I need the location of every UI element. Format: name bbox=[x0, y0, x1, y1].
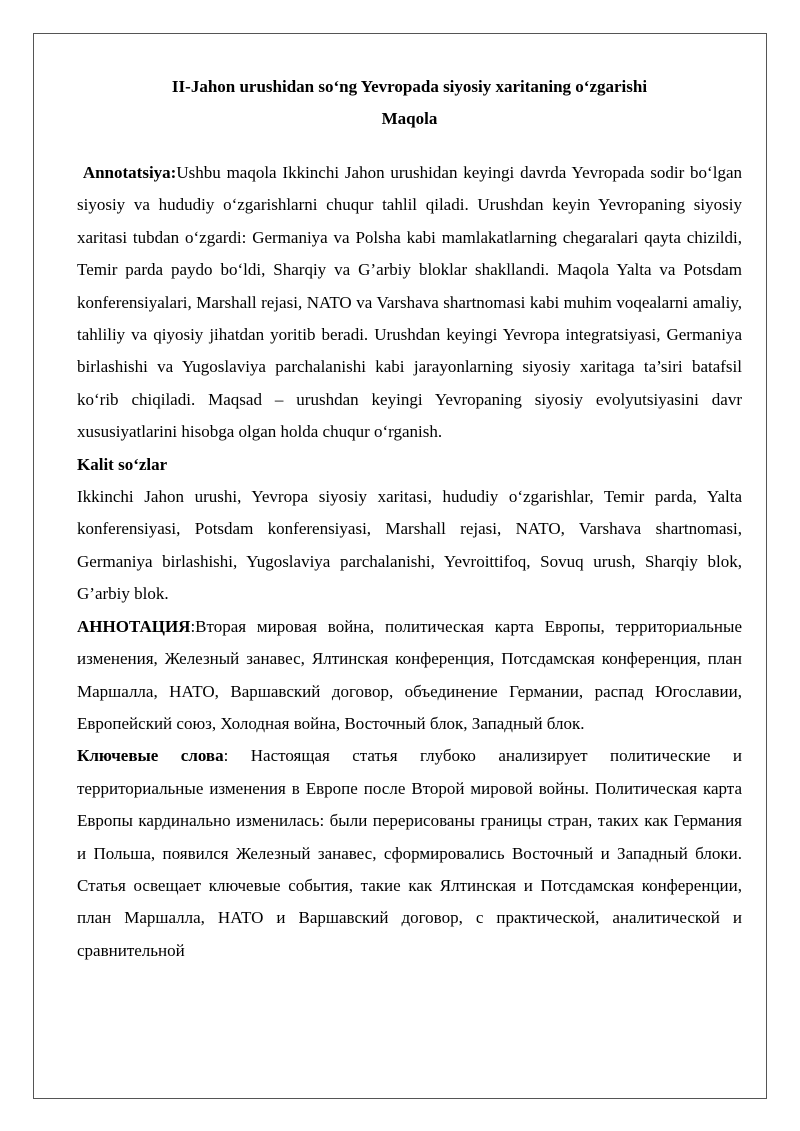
document-subtitle: Maqola bbox=[381, 109, 438, 128]
annotation-ru-label: АННОТАЦИЯ bbox=[77, 616, 191, 636]
annotation-uz-label: Annotatsiya: bbox=[82, 163, 177, 182]
keywords-ru-label: Ключевые слова bbox=[77, 746, 224, 766]
keywords-ru-paragraph bbox=[77, 740, 742, 967]
annotation-uz-paragraph bbox=[77, 157, 742, 449]
keywords-uz-heading: Kalit so‘zlar bbox=[77, 454, 168, 474]
annotation-ru-paragraph bbox=[77, 611, 742, 741]
keywords-ru-text: : Настоящая статья глубоко анализирует политические и территориальные изменения в Европе после Второй мировой войны. Политическая карта Европы кардинально изменилась: были перерисованы границы стран, таких как Германия и Польша, появился Железный занавес, сформировались Восточный и Западный блоки. Статья освещает ключевые события, такие как Ялтинская и Потсдамская конференции, план Маршалла, НАТО и Варшавский договор, с практической, аналитической и сравнительной bbox=[77, 746, 742, 960]
document-body bbox=[77, 73, 742, 967]
annotation-ru-text: :Вторая мировая война, политическая карта Европы, территориальные изменения, Железный занавес, Ялтинская конференция, Потсдамская конференция, план Маршалла, НАТО, Варшавский договор, объединение Германии, распад Югославии, Европейский союз, Холодная война, Восточный блок, Западный блок. bbox=[77, 616, 742, 733]
document-title: II-Jahon urushidan so‘ng Yevropada siyosiy xaritaning o‘zgarishi bbox=[171, 77, 648, 96]
keywords-uz-text: Ikkinchi Jahon urushi, Yevropa siyosiy xaritasi, hududiy o‘zgarishlar, Temir parda, Yalta konferensiyasi, Potsdam konferensiyasi, Marshall rejasi, NATO, Varshava shartnomasi, Germaniya birlashishi, Yugoslaviya parchalanishi, Yevroittifoq, Sovuq urush, Sharqiy blok, G’arbiy blok. bbox=[77, 487, 742, 604]
annotation-uz-text: Ushbu maqola Ikkinchi Jahon urushidan keyingi davrda Yevropada sodir bo‘lgan siyosiy va hududiy o‘zgarishlarni chuqur tahlil qiladi. Urushdan keyin Yevropaning siyosiy xaritasi tubdan o‘zgardi: Germaniya va Polsha kabi mamlakatlarning chegaralari qayta chizildi, Temir parda paydo bo‘ldi, Sharqiy va G’arbiy bloklar shakllandi. Maqola Yalta va Potsdam konferensiyalari, Marshall rejasi, NATO va Varshava shartnomasi kabi muhim voqealarni amaliy, tahliliy va qiyosiy jihatdan yoritib beradi. Urushdan keyingi Yevropa integratsiyasi, Germaniya birlashishi va Yugoslaviya parchalanishi kabi jarayonlarning siyosiy xaritaga ta’siri batafsil ko‘rib chiqiladi. Maqsad – urushdan keyingi Yevropaning siyosiy evolyutsiyasini davr xususiyatlarini hisobga olgan holda chuqur o‘rganish. bbox=[77, 163, 742, 442]
